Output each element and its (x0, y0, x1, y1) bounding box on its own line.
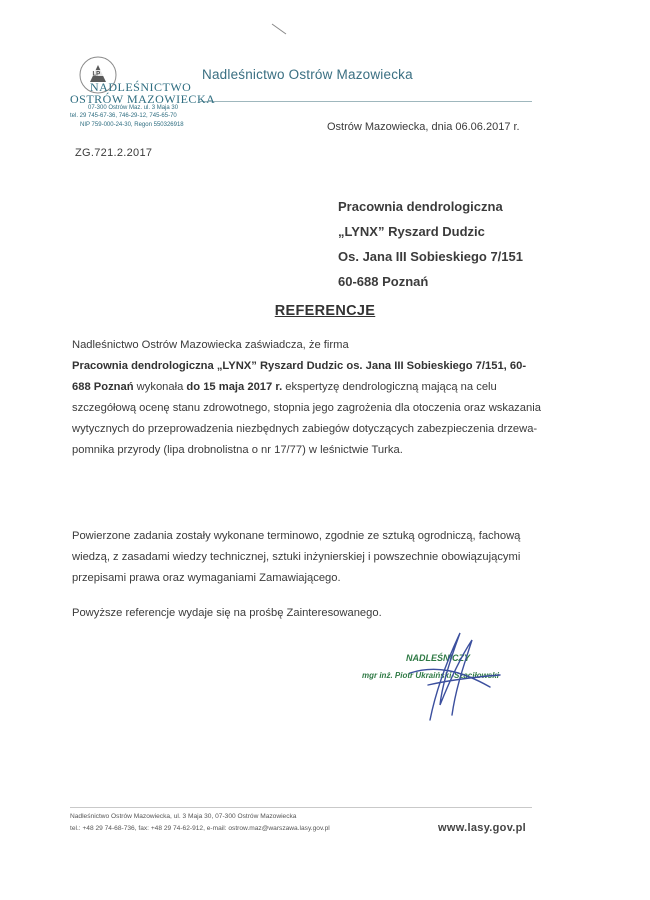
footer-website-link[interactable]: www.lasy.gov.pl (438, 822, 527, 834)
stamp-line-1: NADLEŚNICTWO (90, 80, 192, 94)
paragraph-1-rest: ekspertyzę dendrologiczną mającą na celu szczegółową ocenę stanu zdrowotnego, stopnia jego zagrożenia dla otoczenia oraz wskazania wytycznych do przeprowadzenia niezbędnych zabiegów dotyczących zabezpieczenia drzewa- pomnika przyrody (lipa drobnolistna o nr 17/77) w leśnictwie Turka. (72, 381, 541, 456)
header-divider (200, 101, 532, 102)
signatory-role: NADLEŚNICZY (406, 653, 471, 663)
paragraph-1-performed: wykonała (133, 381, 187, 393)
scan-mark (270, 20, 290, 40)
stamp-line-3: 07-300 Ostrów Maz. ul. 3 Maja 30 (88, 105, 179, 111)
city-and-date: Ostrów Mazowiecka, dnia 06.06.2017 r. (327, 121, 520, 133)
reference-number: ZG.721.2.2017 (75, 147, 153, 159)
svg-text:LP: LP (92, 71, 101, 78)
stamp-line-2: OSTRÓW MAZOWIECKA (70, 92, 216, 106)
company-name: Pracownia dendrologiczna „LYNX” Ryszard Dudzic os. Jana III Sobieskiego 7/151, 60-688 Poznań (72, 360, 527, 393)
stamp-line-5: NIP 759-000-24-30, Regon 550326918 (80, 122, 184, 128)
paragraph-1-intro: Nadleśnictwo Ostrów Mazowiecka zaświadcza, że firma (72, 339, 349, 351)
recipient-line-3: Os. Jana III Sobieskiego 7/151 (338, 249, 523, 264)
document-title: REFERENCJE (274, 303, 376, 319)
body-paragraph-1 (72, 335, 542, 461)
recipient-line-2: „LYNX” Ryszard Dudzic (338, 224, 485, 239)
recipient-line-1: Pracownia dendrologiczna (338, 199, 503, 214)
footer-divider (70, 807, 532, 808)
organization-name: Nadleśnictwo Ostrów Mazowiecka (202, 67, 413, 82)
recipient-line-4: 60-688 Poznań (338, 274, 429, 289)
body-paragraph-2: Powierzone zadania zostały wykonane terminowo, zgodnie ze sztuką ogrodniczą, fachową wiedzą, z zasadami wiedzy technicznej, sztuki inżynierskiej i powszechnie obowiązującymi przepisami prawa oraz wymaganiami Zamawiającego. (72, 530, 521, 584)
signatory-name: mgr inż. Piotr Ukraiński-Szaciłowski (362, 671, 499, 680)
recipient-address (338, 194, 523, 294)
footer-address: Nadleśnictwo Ostrów Mazowiecka, ul. 3 Maja 30, 07-300 Ostrów Mazowiecka (70, 813, 297, 820)
footer-contact: tel.: +48 29 74-68-736, fax: +48 29 74-62-912, e-mail: ostrow.maz@warszawa.lasy.gov.pl (70, 825, 330, 832)
stamp-line-4: tel. 29 745-67-36, 746-29-12, 745-65-70 (70, 113, 177, 119)
handwritten-signature (390, 625, 510, 725)
body-paragraph-3: Powyższe referencje wydaje się na prośbę Zainteresowanego. (72, 607, 382, 619)
completion-date: do 15 maja 2017 r. (186, 381, 283, 393)
